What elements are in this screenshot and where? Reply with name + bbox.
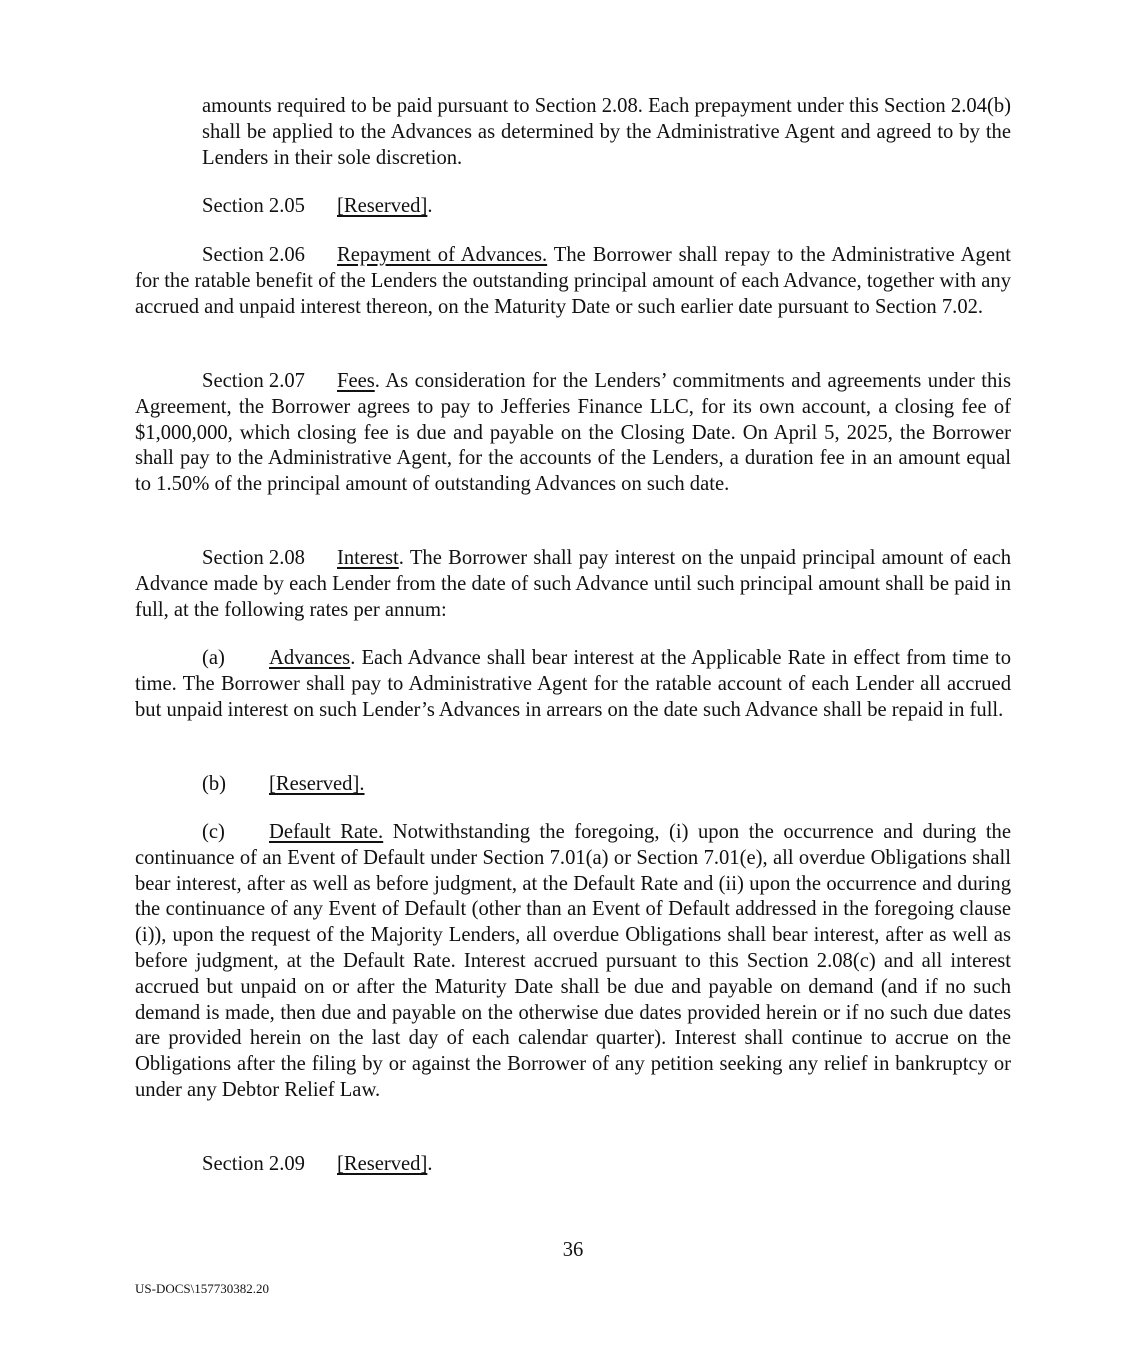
- continuation-text: amounts required to be paid pursuant to Section 2.08. Each prepayment under this Section 2.04(b) shall be applied to the Advances as determined by the Administrative Agent and agreed to by the Lenders in their sole discretion.: [202, 95, 1011, 169]
- page-number: 36: [562, 1239, 584, 1261]
- clause-body: . Each Advance shall bear interest at the Applicable Rate in effect from time to time. The Borrower shall pay to Administrative Agent for the ratable account of each Lender all accrued but unpaid interest on such Lender’s Advances in arrears on the date such Advance shall be repaid in full.: [135, 647, 1011, 721]
- section-title: [Reserved]: [337, 195, 428, 217]
- section-2-07: [135, 369, 1011, 498]
- section-body: . As consideration for the Lenders’ commitments and agreements under this Agreement, the Borrower agrees to pay to Jefferies Finance LLC, for its own account, a closing fee of $1,000,000, which closing fee is due and payable on the Closing Date. On April 5, 2025, the Borrower shall pay to the Administrative Agent, for the accounts of the Lenders, a duration fee in an amount equal to 1.50% of the principal amount of outstanding Advances on such date.: [135, 370, 1011, 496]
- section-number: Section 2.05: [202, 195, 305, 217]
- clause-c: [135, 820, 1011, 1104]
- section-title: Fees: [337, 370, 375, 392]
- section-title: Repayment of Advances.: [337, 244, 548, 266]
- clause-label: (a): [202, 647, 225, 669]
- section-title-period: .: [427, 1153, 433, 1175]
- clause-title: [Reserved].: [269, 773, 365, 795]
- section-title: [Reserved]: [337, 1153, 428, 1175]
- section-2-05: [202, 194, 1011, 220]
- section-number: Section 2.07: [202, 370, 305, 392]
- section-body: The Borrower shall repay to the Administrative Agent for the ratable benefit of the Lenders the outstanding principal amount of each Advance, together with any accrued and unpaid interest thereon, on the Maturity Date or such earlier date pursuant to Section 7.02.: [135, 244, 1012, 318]
- continuation-paragraph: [202, 94, 1011, 171]
- section-2-09: [202, 1152, 1011, 1178]
- section-title-period: .: [427, 195, 433, 217]
- section-number: Section 2.09: [202, 1153, 305, 1175]
- clause-b: [135, 772, 1011, 798]
- section-2-08: [135, 546, 1011, 623]
- document-id: US-DOCS\157730382.20: [135, 1281, 269, 1296]
- clause-label: (b): [202, 773, 227, 795]
- clause-a: [135, 646, 1011, 723]
- section-number: Section 2.06: [202, 244, 305, 266]
- clause-label: (c): [202, 821, 225, 843]
- section-title: Interest: [337, 547, 399, 569]
- clause-body: Notwithstanding the foregoing, (i) upon the occurrence and during the continuance of an Event of Default under Section 7.01(a) or Section 7.01(e), all overdue Obligations shall bear interest, after as well as before judgment, at the Default Rate and (ii) upon the occurrence and during the continuance of any Event of Default (other than an Event of Default addressed in the foregoing clause (i)), upon the request of the Majority Lenders, all overdue Obligations shall bear interest, after as well as before judgment, at the Default Rate. Interest accrued pursuant to this Section 2.08(c) and all interest accrued but unpaid on or after the Maturity Date shall be due and payable on demand (and if no such demand is made, then due and payable on the otherwise due dates provided herein or if no such due dates are provided herein on the last day of each calendar quarter). Interest shall continue to accrue on the Obligations after the filing by or against the Borrower of any petition seeking any relief in bankruptcy or under any Debtor Relief Law.: [135, 821, 1011, 1101]
- section-body: . The Borrower shall pay interest on the unpaid principal amount of each Advance made by each Lender from the date of such Advance until such principal amount shall be paid in full, at the following rates per annum:: [135, 547, 1011, 621]
- clause-title: Default Rate.: [269, 821, 384, 843]
- clause-title: Advances: [269, 647, 351, 669]
- section-number: Section 2.08: [202, 547, 305, 569]
- section-2-06: [135, 243, 1011, 320]
